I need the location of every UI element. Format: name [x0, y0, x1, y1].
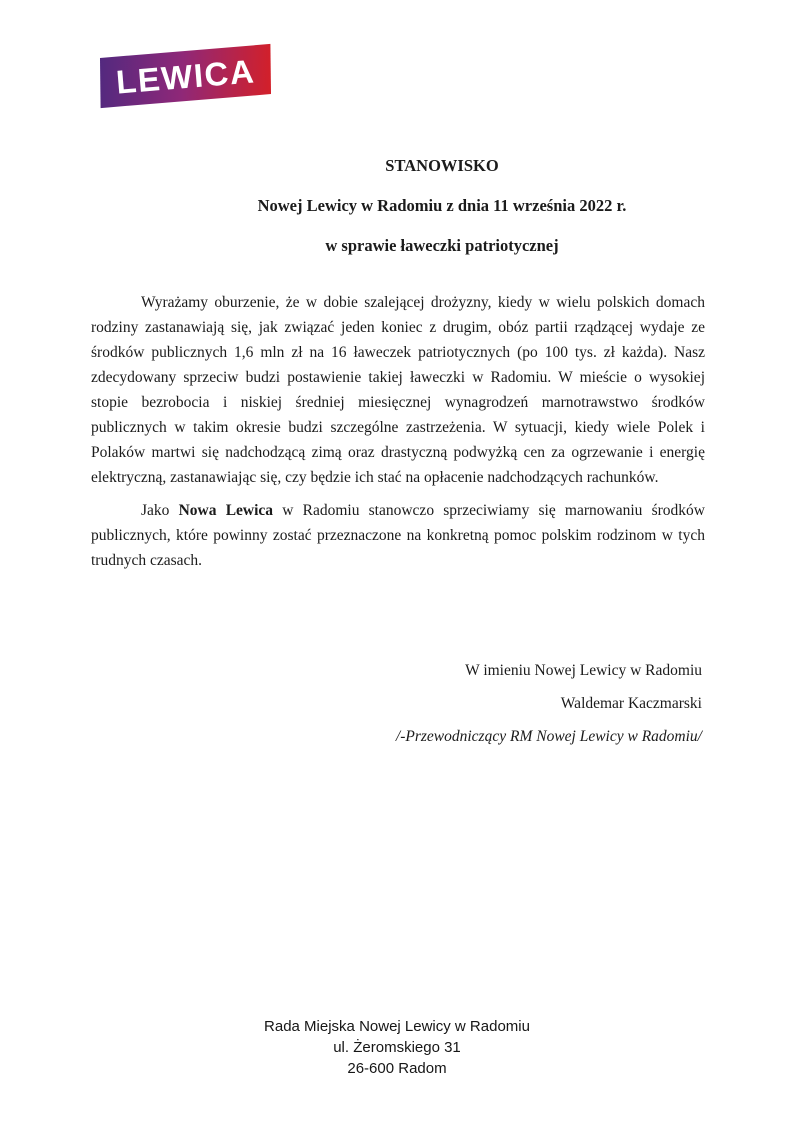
signature-block — [396, 654, 702, 753]
signature-name: Waldemar Kaczmarski — [560, 695, 702, 712]
footer-city: 26-600 Radom — [347, 1060, 447, 1077]
title-stanowisko: STANOWISKO — [385, 156, 499, 175]
title-date-line: Nowej Lewicy w Radomiu z dnia 11 września 2022 r. — [257, 196, 627, 215]
title-block — [91, 146, 749, 266]
lewica-logo — [100, 44, 271, 108]
footer-street: ul. Żeromskiego 31 — [333, 1039, 461, 1056]
paragraph-2 — [91, 498, 705, 573]
statement-body — [91, 290, 705, 581]
title-subject-line: w sprawie ławeczki patriotycznej — [325, 236, 559, 255]
paragraph-2-post: w Radomiu stanowczo sprzeciwiamy się marnowaniu środków publicznych, które powinny zostać przeznaczone na konkretną pomoc polskim rodzinom w tych trudnych czasach. — [91, 502, 705, 569]
footer-organization: Rada Miejska Nowej Lewicy w Radomiu — [264, 1018, 530, 1035]
paragraph-1: Wyrażamy oburzenie, że w dobie szalejącej drożyzny, kiedy w wielu polskich domach rodziny zastanawiają się, jak związać jeden koniec z drugim, obóz partii rządzącej wydaje ze środków publicznych 1,6 mln zł na 16 ławeczek patriotycznych (po 100 tys. zł każda). Nasz zdecydowany sprzeciw budzi postawienie takiej ławeczki w Radomiu. W mieście o wysokiej stopie bezrobocia i niskiej średniej miesięcznej wynagrodzeń marnotrawstwo środków publicznych w takim okresie budzi szczególne zastrzeżenia. W sytuacji, kiedy wiele Polek i Polaków martwi się nadchodzącą zimą oraz drastyczną podwyżką cen za ogrzewanie i energię elektryczną, zastanawiając się, czy będzie ich stać na opłacenie nadchodzących rachunków. — [91, 294, 705, 486]
lewica-logo-text: LEWICA — [114, 51, 257, 101]
signature-title: /-Przewodniczący RM Nowej Lewicy w Radomiu/ — [395, 728, 702, 745]
signature-on-behalf: W imieniu Nowej Lewicy w Radomiu — [465, 662, 702, 679]
paragraph-2-bold: Nowa Lewica — [178, 502, 274, 519]
footer-address — [0, 1016, 794, 1079]
paragraph-2-pre: Jako — [141, 502, 179, 519]
